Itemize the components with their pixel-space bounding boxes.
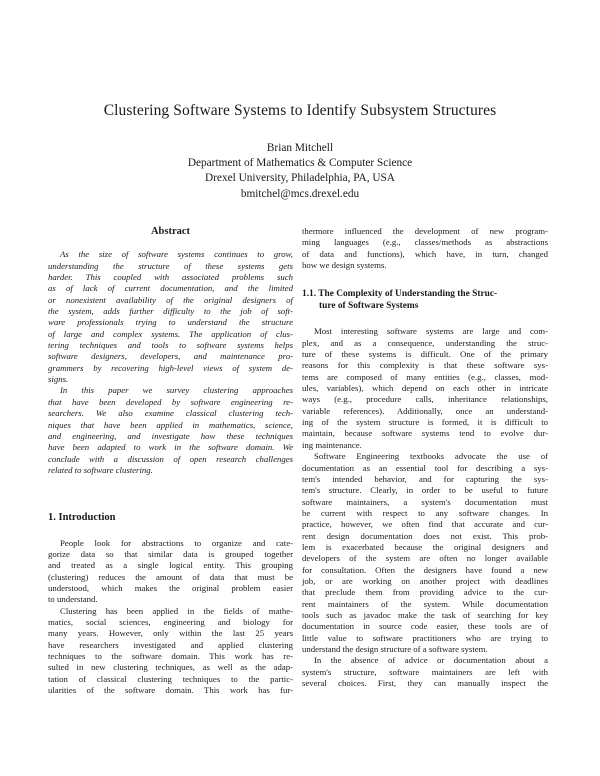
text-line: People look for abstractions to organize and cate- bbox=[60, 537, 293, 548]
abstract-heading: Abstract bbox=[150, 226, 191, 237]
text-line: sulted in new clustering techniques, as well as the adap- bbox=[48, 662, 293, 673]
text-line: Software Engineering textbooks advocate the use of bbox=[314, 451, 548, 462]
text-line: of large and complex systems. The application of clus- bbox=[48, 328, 293, 339]
text-line: rent design documentation does not exist. This prob- bbox=[302, 530, 548, 541]
text-line: documentation as an essential tool for describing a sys- bbox=[302, 462, 548, 473]
abstract-paragraph-2 bbox=[48, 385, 293, 476]
text-line: the system, adds further difficulty to the job of soft- bbox=[48, 306, 293, 317]
author-name: Brian Mitchell bbox=[266, 142, 334, 154]
section-1-1-paragraph-2 bbox=[302, 451, 548, 655]
text-line: related to software clustering. bbox=[48, 464, 153, 475]
text-line: variable references). Additionally, once an understand- bbox=[302, 405, 548, 416]
author-department: Department of Mathematics & Computer Science bbox=[187, 157, 413, 170]
text-line: reasons for this complexity is that these software sys- bbox=[302, 360, 548, 371]
text-line: rent maintainers of the system. While documentation bbox=[302, 598, 548, 609]
text-line: techniques to the software domain. This work has re- bbox=[48, 651, 293, 661]
text-line: or nonexistent availability of the original designers of bbox=[48, 294, 293, 305]
left-column bbox=[48, 226, 293, 696]
text-line: tation of classical clustering techniques to the partic- bbox=[48, 673, 293, 684]
text-line: to understand. bbox=[48, 594, 98, 605]
author-block bbox=[0, 141, 600, 202]
text-line: be current with respect to any software changes. In bbox=[302, 507, 548, 518]
text-line: understand the design structure of a software system. bbox=[302, 644, 488, 654]
text-line: and treated as a single logical entity. This grouping bbox=[48, 560, 293, 571]
text-line: tems are composed of many entities (e.g., classes, mod- bbox=[302, 371, 548, 382]
section-1-1-heading-line-2: ture of Software Systems bbox=[319, 300, 419, 311]
text-line: ways (e.g., procedure calls, inheritance relationships, bbox=[302, 394, 548, 405]
text-line: conclude with a discussion of open research challenges bbox=[48, 453, 293, 464]
text-line: many years. However, only within the last 25 years bbox=[48, 628, 293, 639]
section-1-1-heading bbox=[302, 289, 548, 312]
text-line: In the absence of advice or documentation about a bbox=[314, 655, 548, 666]
text-line: Most interesting software systems are large and com- bbox=[314, 326, 548, 337]
text-line: ules, variables), which depend on each other in intricate bbox=[302, 383, 548, 394]
text-line: tem's structure. Clearly, in order to be useful to future bbox=[302, 485, 548, 496]
text-line: signs. bbox=[48, 374, 69, 385]
text-line: and engineering, and investigate how these techniques bbox=[48, 430, 293, 441]
text-line: have been adapted to work in the software domain. We bbox=[48, 442, 293, 453]
text-line: software maintainers, a system's documentation must bbox=[302, 496, 548, 507]
text-line: ware professionals trying to understand the structure bbox=[48, 317, 293, 328]
text-line: searchers. We also examine classical clustering tech- bbox=[48, 408, 293, 419]
text-line: tools such as javadoc make the task of searching for key bbox=[302, 609, 548, 620]
text-line: In this paper we survey clustering approaches bbox=[60, 385, 293, 396]
text-line: maintain, because software systems tend to evolve dur- bbox=[302, 428, 548, 439]
text-line: As the size of software systems continues to grow, bbox=[60, 249, 293, 260]
text-line: understood, which makes the original problem easier bbox=[48, 582, 293, 593]
text-line: system's structure, software maintainers are left with bbox=[302, 666, 548, 677]
text-line: have researchers investigated and applied clustering bbox=[48, 639, 293, 650]
text-line: ularities of the software domain. This work has fur- bbox=[48, 685, 293, 696]
text-line: for consultation. Often the designers have found a new bbox=[302, 564, 548, 575]
text-line: job, or are working on another project with deadlines bbox=[302, 575, 548, 586]
introduction-heading: 1. Introduction bbox=[48, 512, 116, 524]
text-line: several choices. First, they can manually inspect the bbox=[302, 678, 548, 689]
text-line: little value to software practitioners who are trying to bbox=[302, 632, 548, 643]
text-line: lem is exacerbated because the original designers and bbox=[302, 541, 548, 552]
text-line: ming languages (e.g., classes/methods as abstractions bbox=[302, 237, 548, 248]
text-line: ing of the system structure is formed, it is difficult to bbox=[302, 417, 548, 428]
section-1-1-heading-line-1: 1.1. The Complexity of Understanding the Struc- bbox=[302, 289, 498, 300]
intro-paragraph-1 bbox=[48, 538, 293, 606]
section-1-1-paragraph-3 bbox=[302, 655, 548, 689]
text-line: gorize data so that similar data is grouped together bbox=[48, 548, 293, 559]
text-line: practice, however, we often find that accurate and cur- bbox=[302, 519, 548, 530]
abstract-paragraph-1 bbox=[48, 249, 293, 385]
intro-paragraph-continued bbox=[302, 226, 548, 271]
author-affiliation: Drexel University, Philadelphia, PA, USA bbox=[205, 172, 395, 185]
text-line: plex, and as a consequence, understanding the struc- bbox=[302, 337, 548, 348]
text-line: tering techniques and tools to software systems helps bbox=[48, 340, 293, 351]
text-line: documentation in source code easier, these tools are of bbox=[302, 621, 548, 632]
paper-title: Clustering Software Systems to Identify Subsystem Structures bbox=[103, 102, 497, 119]
text-line: software designers, developers, and maintenance pro- bbox=[48, 351, 293, 362]
text-line: harder. This coupled with associated problems such bbox=[48, 272, 293, 283]
text-line: matics, social sciences, engineering and biology for bbox=[48, 616, 293, 627]
text-line: understanding the structure of these systems gets bbox=[48, 260, 293, 271]
text-line: that have been developed by software engineering re- bbox=[48, 396, 293, 407]
right-column bbox=[302, 226, 548, 689]
section-1-1-paragraph-1 bbox=[302, 326, 548, 451]
text-line: ing maintenance. bbox=[302, 439, 362, 450]
text-line: of data and functions), which have, in turn, changed bbox=[302, 248, 548, 259]
intro-paragraph-2 bbox=[48, 606, 293, 697]
text-line: that preclude them from providing advice to the cur- bbox=[302, 587, 548, 598]
text-line: as of lack of current documentation, and the limited bbox=[48, 283, 293, 294]
text-line: grammers by recovering high-level views of system de- bbox=[48, 362, 293, 373]
text-line: thermore influenced the development of new program- bbox=[302, 226, 548, 236]
text-line: tem's intended behavior, and for capturing the sys- bbox=[302, 473, 548, 484]
text-line: how we design systems. bbox=[302, 260, 387, 271]
author-email: bmitchel@mcs.drexel.edu bbox=[240, 187, 360, 200]
text-line: niques that have been applied in mathematics, science, bbox=[48, 419, 293, 430]
text-line: ture of these systems is difficult. One of the primary bbox=[302, 349, 548, 360]
text-line: Clustering has been applied in the fields of mathe- bbox=[60, 605, 293, 616]
text-line: developers of the system are often no longer available bbox=[302, 553, 548, 564]
text-line: (clustering) reduces the amount of data that must be bbox=[48, 571, 293, 582]
